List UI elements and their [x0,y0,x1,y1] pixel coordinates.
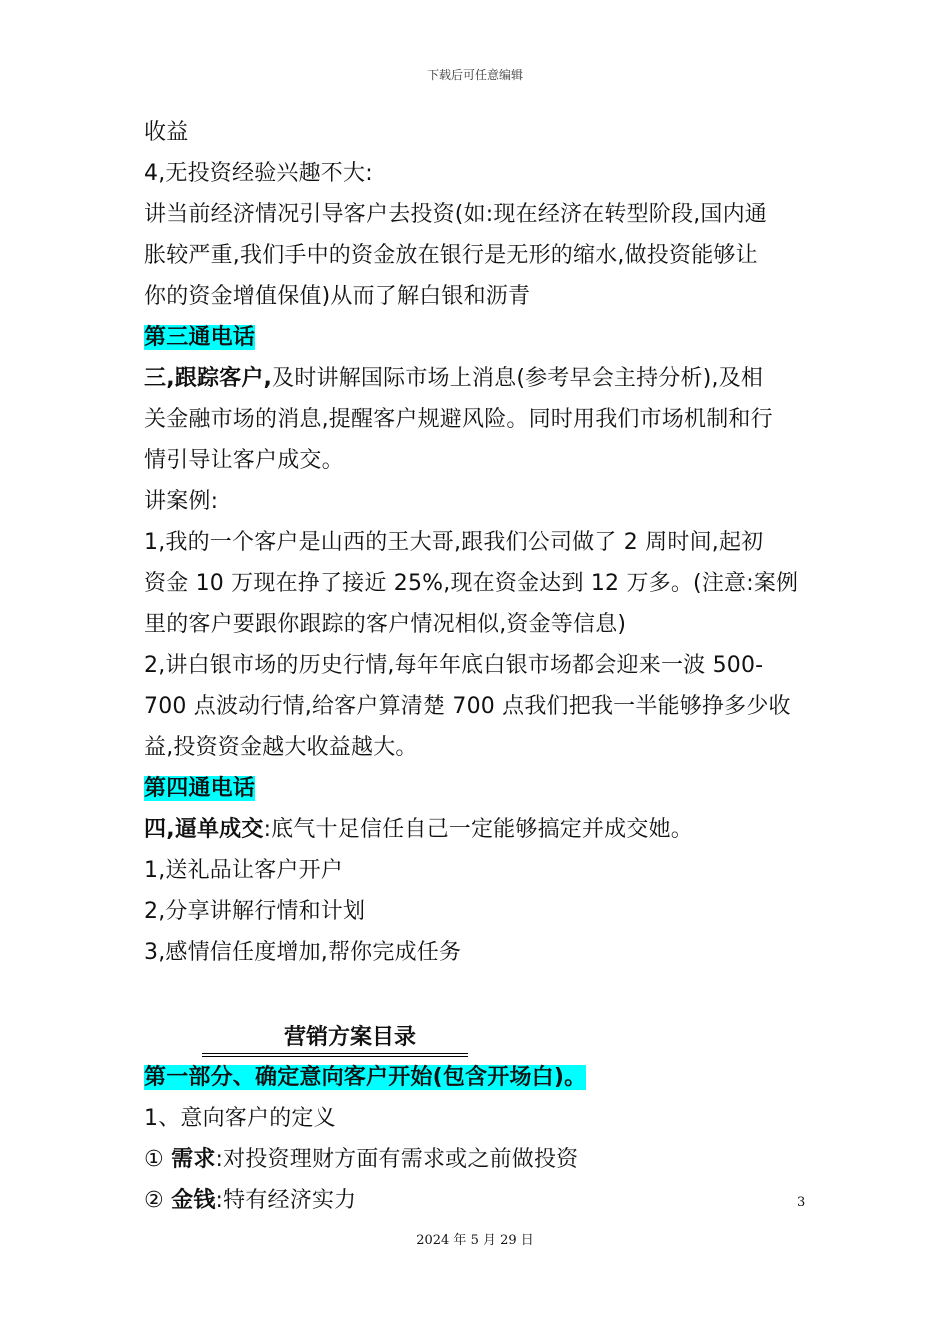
paragraph-line: 资金 10 万现在挣了接近 25%,现在资金达到 12 万多。(注意:案例 [144,571,799,596]
list-item [144,1139,824,1180]
bold-lead: 四,逼单成交 [144,817,264,842]
line-text: :对投资理财方面有需求或之前做投资 [215,1147,579,1172]
circled-number: ① [144,1147,164,1172]
title-underline [202,1053,468,1057]
paragraph-line: 3,感情信任度增加,帮你完成任务 [144,940,462,965]
paragraph-line: 2,分享讲解行情和计划 [144,899,366,924]
bold-lead: 金钱 [171,1188,216,1213]
paragraph-line: 1,送礼品让客户开户 [144,858,343,883]
highlighted-heading: 第三通电话 [144,325,256,350]
bold-lead: 需求 [171,1147,216,1172]
spacer [144,973,824,1017]
paragraph-line: 益,投资资金越大收益越大。 [144,735,418,760]
page-header: 下载后可任意编辑 [426,68,523,82]
paragraph-line [144,809,824,850]
paragraph-line: 1,我的一个客户是山西的王大哥,跟我们公司做了 2 周时间,起初 [144,530,764,555]
line-text: :特有经济实力 [215,1188,357,1213]
page-footer-date: 2024 年 5 月 29 日 [416,1233,534,1248]
paragraph-line: 700 点波动行情,给客户算清楚 700 点我们把我一半能够挣多少收 [144,694,791,719]
document-body [144,112,824,1221]
paragraph-line: 情引导让客户成交。 [144,448,344,473]
paragraph-line: 讲案例: [144,489,219,514]
circled-number: ② [144,1188,164,1213]
line-text: :底气十足信任自己一定能够搞定并成交她。 [263,817,693,842]
list-item [144,1180,824,1221]
highlighted-heading: 第四通电话 [144,776,256,801]
section-heading-3 [144,317,824,358]
paragraph-line: 收益 [144,120,189,145]
paragraph-line: 1、意向客户的定义 [144,1106,336,1131]
part-heading [144,1057,824,1098]
toc-title-block [144,1017,824,1057]
paragraph-line [144,358,824,399]
paragraph-line: 里的客户要跟你跟踪的客户情况相似,资金等信息) [144,612,627,637]
paragraph-line: 关金融市场的消息,提醒客户规避风险。同时用我们市场机制和行 [144,407,773,432]
toc-title: 营销方案目录 [284,1025,417,1050]
paragraph-line: 4,无投资经验兴趣不大: [144,161,373,186]
line-text: 及时讲解国际市场上消息(参考早会主持分析),及相 [272,366,764,391]
page-number: 3 [797,1195,806,1210]
bold-lead: 三,跟踪客户, [144,366,273,391]
paragraph-line: 2,讲白银市场的历史行情,每年年底白银市场都会迎来一波 500- [144,653,764,678]
paragraph-line: 胀较严重,我们手中的资金放在银行是无形的缩水,做投资能够让 [144,243,758,268]
paragraph-line: 你的资金增值保值)从而了解白银和沥青 [144,284,531,309]
section-heading-4 [144,768,824,809]
paragraph-line: 讲当前经济情况引导客户去投资(如:现在经济在转型阶段,国内通 [144,202,767,227]
highlighted-heading: 第一部分、确定意向客户开始(包含开场白)。 [144,1065,587,1090]
